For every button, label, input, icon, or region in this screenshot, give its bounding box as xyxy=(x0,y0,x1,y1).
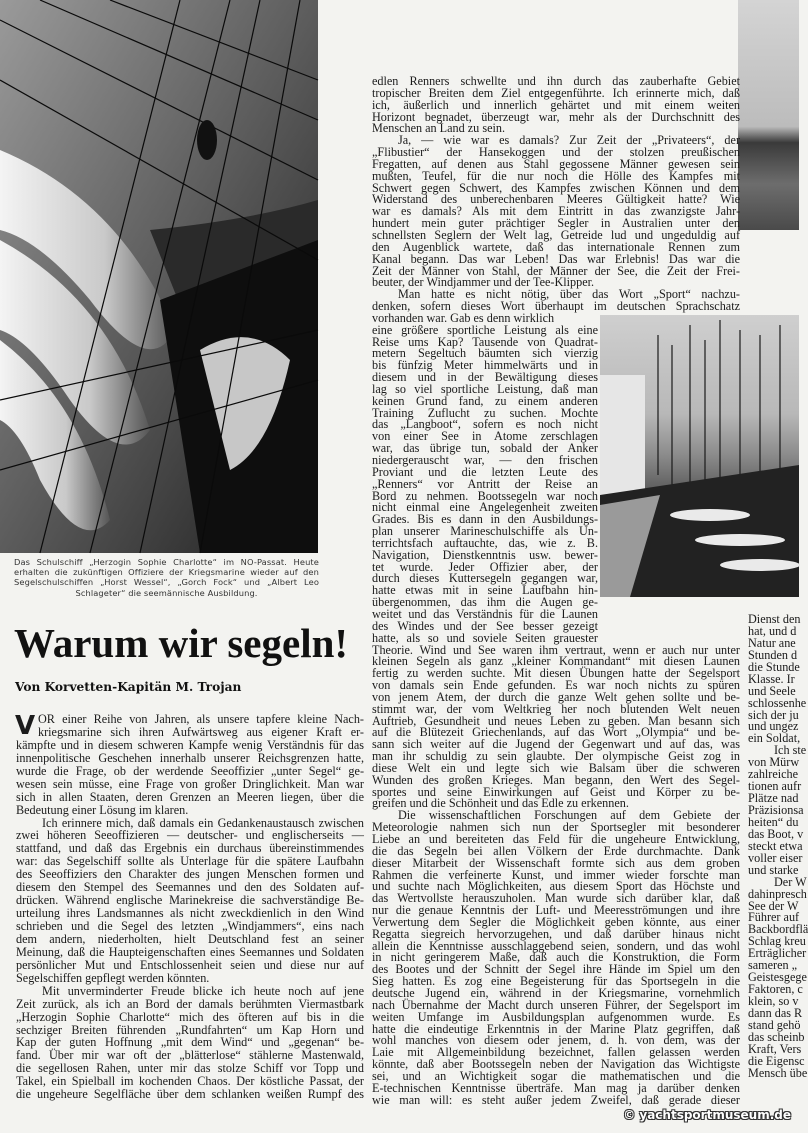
paragraph xyxy=(748,874,808,1080)
text-line: Auftrieb, Gesundheit und neues Leben zu geben. Man besann sich xyxy=(372,713,740,728)
photo-caption: Das Schulschiff „Herzogin Sophie Charlotte“ im NO-Passat. Heute erhalten die zukünftigen Offiziere der Kriegsmarine wieder auf den Segelschulschiffen „Horst Wessel“, „Gorch Fock“ und „Albert Leo Schlageter“ die seemännische Ausbildung. xyxy=(14,557,319,598)
text-line: von einer See in Atome zerschlagen xyxy=(372,429,598,444)
text-line: denken, sofern dieses Wort überhaupt im deutschen Sprachschatz xyxy=(372,299,740,314)
text-line: lag so viel sportliche Leistung, daß man xyxy=(372,381,598,396)
text-line: E-technischen Kenntnisse überträfe. Man mag ja darüber denken xyxy=(372,1080,740,1095)
text-line: das Boot, v xyxy=(748,826,804,841)
text-line: Proviant und die letzten Leute des xyxy=(372,464,598,479)
text-line: auf die Blütezeit Griechenlands, auf das Wort „Olympia“ und be- xyxy=(372,725,740,740)
paragraph xyxy=(372,76,740,135)
text-line: Führer auf xyxy=(748,910,800,925)
text-line: hundert mein guter prächtiger Segler in Australien unter den xyxy=(372,216,740,231)
text-line: dem andern, niederholten, hielt Deutschland fest an seiner xyxy=(16,931,364,946)
text-line: Die wissenschaftlichen Forschungen auf dem Gebiete der xyxy=(398,808,740,823)
text-line: Der W xyxy=(774,874,807,889)
text-line: das „Langboot“, sofern es noch nicht xyxy=(372,417,598,432)
text-line: sportes und seine Einwirkungen auf Geist und Körper zu be- xyxy=(372,784,740,799)
text-line: Meteorologie nahmen sich nun der Sportsegler mit besonderer xyxy=(372,820,740,835)
text-line: Navigation, Dienstkenntnis usw. bewer- xyxy=(372,547,598,562)
text-line: und ungez xyxy=(748,719,799,734)
text-line: niedergerauscht war, — den frischen xyxy=(372,453,598,467)
text-line: kämpfte und in diesem schweren Kampfe wenig Verständnis für das xyxy=(16,737,364,752)
text-line: plan unserer Marineschulschiffe als Un- xyxy=(372,524,598,539)
text-line: innenpolitische Geschehen innerhalb unserer Reichsgrenzen hatte, xyxy=(16,750,364,765)
text-line: sameren „ xyxy=(748,958,798,973)
text-line: metern Segeltuch bäumten sich vierzig xyxy=(372,346,598,361)
text-line: kleinen Segeln als ganz „kleiner Kommandant“ mit diesen Launen xyxy=(372,654,740,669)
text-line: die ungeheure Segelfläche über dem schlanken weißen Rumpf des xyxy=(16,1087,364,1102)
text-line: war, das übrige tun, sobald der Anker xyxy=(372,441,598,456)
text-line: „Flibustier“ der Hansekoggen und der stolzen preußischen xyxy=(372,145,740,160)
text-line: Schwert gegen Schwert, des Kampfes zwischen Können und dem xyxy=(372,180,740,195)
text-line: die segellosen Rahen, unter mir das stolze Schiff vor Topp und xyxy=(16,1061,364,1076)
text-line: die das Segeln bei allen Völkern der Erde durchmachte. Dank xyxy=(372,843,740,858)
text-line: schlossenhe xyxy=(748,695,807,710)
text-line: von Mürw xyxy=(748,755,800,770)
text-line: Geistesgege xyxy=(748,970,807,985)
text-line: urteilung ihres Landsmannes als nicht zweckdienlich in den Wind xyxy=(16,906,364,921)
text-line: sann sich weiter auf die Jugend der Gegenwart und auf das, was xyxy=(372,737,740,752)
text-line: Theorie. Wind und See waren ihm vertraut, wenn er auch nur unter xyxy=(372,642,740,657)
text-line: deutsche Jugend ein, während in der Kriegsmarine, vornehmlich xyxy=(372,985,740,1000)
text-line: Ich ste xyxy=(774,743,807,758)
text-line: Man hatte es nicht nötig, über das Wort „Sport“ nachzu- xyxy=(398,287,740,302)
text-line: bis fünfzig Meter himmelwärts und in xyxy=(372,358,598,373)
text-line: allein die Kenntnisse ausschlaggebend seien, sondern, und das wohl xyxy=(372,938,740,953)
text-line: Faktoren, c xyxy=(748,982,803,997)
text-line: fertig zu werden suchte. Mit diesen Übungen hatte der Segelsport xyxy=(372,666,740,681)
text-line: Menschen an Land zu sein. xyxy=(372,121,506,136)
text-line: OR einer Reihe von Jahren, als unsere tapfere kleine Nach- xyxy=(38,712,364,726)
paragraph xyxy=(748,612,807,746)
text-line: Kraft, Vers xyxy=(748,1041,802,1056)
text-line: eine größere sportliche Leistung als eine xyxy=(372,322,598,337)
text-line: Mit unverminderter Freude blicke ich heute noch auf jene xyxy=(42,983,364,998)
article-byline: Von Korvetten-Kapitän M. Trojan xyxy=(15,680,242,694)
text-line: Zeit zurück, als ich an Bord der damals berühmten Viermastbark xyxy=(16,996,364,1011)
text-line: Verwertung dem Segler die Möglichkeit geben könnte, aus einer xyxy=(372,914,740,929)
text-line: greifen und die Schönheit und das Edle zu erkennen. xyxy=(372,796,629,811)
text-line: Liebe an und bereiteten das Feld für die ungeheure Entwicklung, xyxy=(372,832,740,846)
text-line: Klasse. Ir xyxy=(748,671,795,686)
text-line: hatte, als so und soviele Seiten grauester xyxy=(372,630,598,645)
text-line: hatte etwas mit in seine Laufbahn hin- xyxy=(372,583,598,598)
text-line: dahinpresch xyxy=(748,886,807,901)
text-line: Präzisionsa xyxy=(748,803,804,817)
text-line: und starke xyxy=(748,862,799,877)
text-line: hatte die eindeutige Erkenntnis in der Marine Platz gegriffen, daß xyxy=(372,1021,740,1036)
text-line: war es damals? Als mit dem Eintritt in das zwanzigste Jahr- xyxy=(372,204,740,219)
text-line: des Windes und der See besser gezeigt xyxy=(372,618,598,633)
text-line: dann das R xyxy=(748,1005,803,1020)
text-line: terrichtsfach auftauchte, das, wie z. B. xyxy=(372,535,598,550)
text-line: des Bootes und der Schnitt der Segel ihre Hände im Spiel um den xyxy=(372,962,740,977)
text-line: edlen Renners schwellte und ihn durch das zauberhafte Gebiet xyxy=(372,74,740,88)
paragraph xyxy=(372,135,740,289)
left-text-column xyxy=(16,713,364,1101)
text-line: Regatta siegreich hervorzugehen, und daß darüber hinaus nicht xyxy=(372,926,740,941)
text-line: tet wurde. Jeder Offizier aber, der xyxy=(372,559,598,574)
text-line: Bord zu nehmen. Bootssegeln war noch xyxy=(372,488,598,503)
text-line: Reise ums Kap? Tausende von Quadrat- xyxy=(372,334,598,349)
text-line: keinen Grund fand, zu einem anderen xyxy=(372,393,598,408)
text-line: in nicht geringerem Maße, daß auch die Konstruktion, die Form xyxy=(372,950,740,965)
text-line: nach Übernahme der Macht durch unseren Führer, der Segelsport im xyxy=(372,997,740,1012)
photo-ship-at-sea xyxy=(738,0,799,230)
text-line: dieser Mitarbeit der Wissenschaft formte sich aus dem groben xyxy=(372,855,740,870)
text-line: weiten Umfange im Ausbildungsplan aufgenommen wurde. Es xyxy=(372,1009,740,1024)
text-line: Takel, ein Spielball im kochenden Chaos. Der köstliche Passat, der xyxy=(16,1074,364,1089)
text-line: man ihr schuldig zu sein glaubte. Der olympische Geist zog in xyxy=(372,749,740,764)
text-line: sich der ju xyxy=(748,707,799,722)
text-line: ein Soldat, xyxy=(748,731,801,746)
text-line: Meinung, daß die Haupteigenschaften eines Seemannes und Soldaten xyxy=(16,944,364,959)
text-line: vorhanden war. Gab es denn wirklich xyxy=(372,310,555,325)
truncated-text-column xyxy=(748,612,808,1094)
text-line: des Seeoffiziers den Charakter des jungen Menschen formen und xyxy=(16,867,364,882)
paragraph xyxy=(16,817,364,985)
text-line: wie man will: es steht außer jedem Zweifel, daß gerade dieser xyxy=(372,1092,740,1107)
right-text-column xyxy=(372,76,740,1106)
text-line: sei, und an Wichtigkeit sogar die mathematischen und die xyxy=(372,1068,740,1083)
text-line: Wunden des großen Krieges. Man begann, den Wert des Segel- xyxy=(372,772,740,787)
text-line: Backbordflä xyxy=(748,922,808,937)
text-line: zwei höheren Seeoffizieren — deutscher- und englischerseits — xyxy=(16,828,364,843)
text-line: Segelschiffen gepflegt werden könnten. xyxy=(16,970,210,985)
text-line: weitet und das Verständnis für die Launen xyxy=(372,606,598,621)
text-line: „Renners“ vor Antritt der Reise an xyxy=(372,476,598,491)
text-line: die Stunde xyxy=(748,659,800,674)
text-line: das Wertvollste herauszuholen. Man wurde sich darüber klar, daß xyxy=(372,891,740,906)
photo-sailing-ship-rigging xyxy=(0,0,318,553)
paragraph xyxy=(748,743,807,877)
text-line: Horizont begnadet, überzeugt war, mehr als der Durchschnitt des xyxy=(372,109,740,124)
text-line: könnte, daß aber Bootssegeln neben der Navigation das Wichtigste xyxy=(372,1057,740,1072)
text-line: Kap der guten Hoffnung „mit dem Wind“ und „gegenan“ be- xyxy=(16,1035,364,1050)
text-line: Mensch übe xyxy=(748,1065,808,1080)
text-line: Stunden d xyxy=(748,647,798,662)
watermark: © yachtsportmuseum.de xyxy=(623,1108,791,1122)
text-line: steckt etwa xyxy=(748,838,803,853)
text-line: schrieben und die Segel des letzten „Windjammers“, eins nach xyxy=(16,919,364,933)
text-line: wurde die Frage, ob der werdende Seeoffizier „unter Segel“ ge- xyxy=(16,763,364,778)
text-line: Bedeutung einer Lösung im klaren. xyxy=(16,802,189,817)
text-line: Zeit der Männer von Stahl, der Männer der See, die Zeit der Frei- xyxy=(372,263,740,278)
article-title: Warum wir segeln! xyxy=(14,620,349,666)
text-line: von damals sein Ende gefunden. Es war noch nichts zu spüren xyxy=(372,678,740,693)
text-line: durch dieses Kuttersegeln gegangen war, xyxy=(372,571,598,586)
text-line: fand. Über mir war oft der „blätterlose“ stählerne Mastenwald, xyxy=(16,1048,364,1063)
text-line: tionen aufr xyxy=(748,779,802,794)
text-line: Ja, — wie war es damals? Zur Zeit der „Privateers“, der xyxy=(398,133,740,148)
text-line: zahlreiche xyxy=(748,767,799,782)
text-line: wohl manches von diesem oder jenem, d. h. von dem, was der xyxy=(372,1033,740,1048)
text-line: Natur ane xyxy=(748,635,796,650)
text-line: stimmt war, der vom Weltkrieg her noch blutenden Welt neuen xyxy=(372,701,740,716)
text-line: Ich erinnere mich, daß damals ein Gedankenaustausch zwischen xyxy=(42,815,364,830)
drop-cap: V xyxy=(15,711,36,741)
text-line: ich, äußerlich und innerlich gehärtet und mit einem weiten xyxy=(372,97,740,112)
text-line: den Augenblick wartete, daß das internationale Rennen zum xyxy=(372,239,740,254)
text-line: übergenommen, das ihm die Augen ge- xyxy=(372,595,598,610)
text-line: Sieg hatten. Es zog eine Begeisterung für das Sportsegeln in die xyxy=(372,974,740,989)
text-line: stand gehö xyxy=(748,1017,801,1032)
text-line: die Eigensc xyxy=(748,1053,805,1068)
text-line: heiten“ du xyxy=(748,814,799,829)
text-line: diesem den Stempel des Seemannes und den des Soldaten auf- xyxy=(16,880,364,895)
text-line: und Seele xyxy=(748,683,796,698)
text-line: schnellsten Seglern der Welt lag, Getreide lud und ungeduldig auf xyxy=(372,227,740,242)
text-line: stattfand, und daß das Ergebnis ein durchaus übereinstimmendes xyxy=(16,841,364,856)
text-line: beuter, der Windjammer und der Tee-Klipper. xyxy=(372,275,595,290)
text-line: von jenem Atem, der durch die ganze Welt gehen sollte und be- xyxy=(372,689,740,704)
text-line: mußten, Teufel, für die nur noch die Hölle des Kampfes mit xyxy=(372,168,740,183)
text-line: wesen sein müsse, eine Frage von großer Dringlichkeit. Man war xyxy=(16,776,364,791)
text-line: voller eiser xyxy=(748,850,803,865)
text-line: Dienst den xyxy=(748,612,801,626)
paragraph xyxy=(372,289,740,810)
text-line: und suchte nach Möglichkeiten, aus diesem Sport das Höchste und xyxy=(372,879,740,894)
text-line: nicht einmal eine Angelegenheit zweiten xyxy=(372,500,598,515)
text-line: klein, so v xyxy=(748,994,799,1008)
text-line: war: das Segelschiff sollte als Unterlage für die spätere Laufbahn xyxy=(16,854,364,869)
paragraph xyxy=(16,985,364,1101)
text-line: Erträglicher xyxy=(748,946,807,961)
text-line: Rahmen die verfeinerte Kunst, und immer wieder forschte man xyxy=(372,867,740,882)
text-line: Laie mit Allgemeinbildung bezeichnet, fallen gelassen werden xyxy=(372,1045,740,1060)
paragraph xyxy=(16,713,364,817)
text-line: sich in allen Staaten, deren Grenzen an Meeren liegen, über die xyxy=(16,789,364,804)
text-line: persönlicher Mut und Entschlossenheit seien und diese nur auf xyxy=(16,957,364,972)
text-line: tropischer Breiten dem Ziel entgegenführte. Ich erinnerte mich, daß xyxy=(372,85,740,100)
text-line: Kanal begann. Das war Leben! Das war Erlebnis! Das war die xyxy=(372,251,740,266)
text-line: „Herzogin Sophie Charlotte“ mich des öfteren auf bis in die xyxy=(16,1009,364,1024)
text-line: diesem und in der Bewältigung dieses xyxy=(372,370,598,385)
text-line: Schlag kreu xyxy=(748,934,806,949)
text-line: das scheinb xyxy=(748,1029,805,1044)
text-line: hat, und d xyxy=(748,623,797,638)
text-line: diese Welt ein und legte sich wie Balsam über die schweren xyxy=(372,760,740,775)
text-line: Training Zuflucht zu suchen. Mochte xyxy=(372,405,598,420)
text-line: sechziger Breiten führenden „Rundfahrten“ um Kap Horn und xyxy=(16,1022,364,1037)
text-line: Widerstand des unberechenbaren Meeres Gültigkeit hatte? Wie xyxy=(372,192,740,207)
text-line: See der W xyxy=(748,898,799,913)
paragraph xyxy=(372,810,740,1106)
text-line: Plätze nad xyxy=(748,791,799,806)
text-line: Fregatten, auf denen aus Stahl gegossene Männer gewesen sein xyxy=(372,156,740,171)
text-line: Grades. Bis es dann in den Ausbildungs- xyxy=(372,512,598,527)
text-line: drücken. Während englische Marinekreise die sachverständige Be- xyxy=(16,893,364,908)
text-line: kriegsmarine sich ihren Aufwärtsweg aus eigener Kraft er- xyxy=(38,724,364,739)
text-line: nur die genaue Kenntnis der Luft- und Meeresströmungen und ihre xyxy=(372,903,740,918)
